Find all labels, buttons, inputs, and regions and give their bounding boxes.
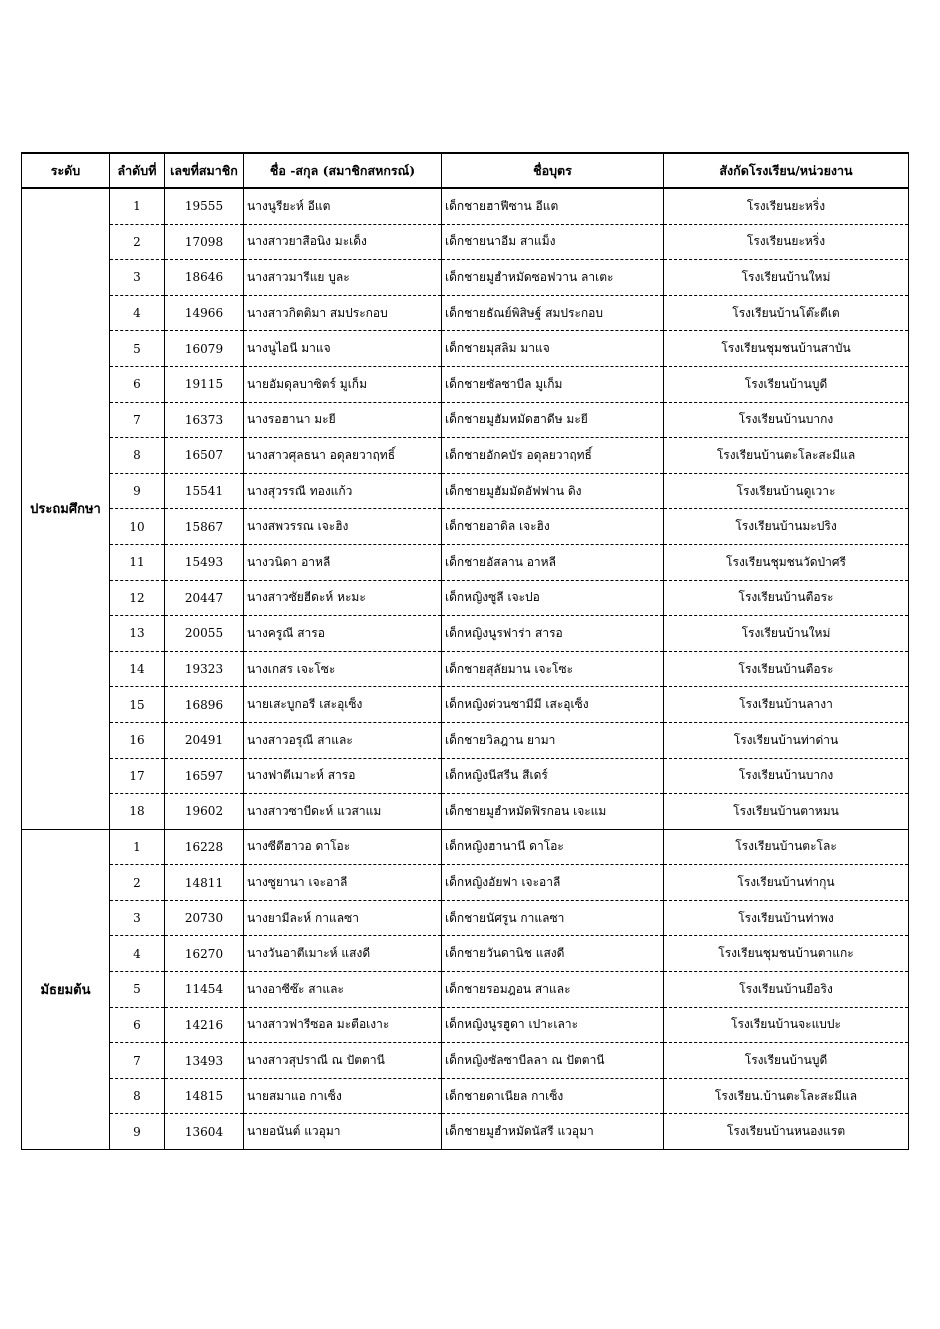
cell-school: โรงเรียนบ้านตะโละ: [664, 829, 909, 865]
cell-school: โรงเรียนบ้านตือระ: [664, 580, 909, 616]
table-row: [22, 544, 909, 580]
cell-order: 4: [110, 936, 165, 972]
cell-child-name: เด็กชายมูฮัมหมัดฮาดีษ มะยี: [442, 402, 664, 438]
cell-child-name: เด็กชายมูฮำหมัดซอฟวาน ลาเตะ: [442, 260, 664, 296]
cell-school: โรงเรียนชุมชนบ้านสาบัน: [664, 331, 909, 367]
cell-order: 6: [110, 366, 165, 402]
cell-order: 7: [110, 402, 165, 438]
cell-member-name: นางอาซีซ๊ะ สาและ: [244, 972, 442, 1008]
cell-school: โรงเรียน.บ้านตะโละสะมีแล: [664, 1078, 909, 1114]
cell-member-no: 15867: [165, 509, 244, 545]
cell-school: โรงเรียนบ้านบากง: [664, 402, 909, 438]
cell-member-name: นางเกสร เจะโซะ: [244, 651, 442, 687]
cell-member-name: นางสาวมารีแย บูละ: [244, 260, 442, 296]
cell-child-name: เด็กชายนาอีม สาแม็ง: [442, 224, 664, 260]
table-row: [22, 509, 909, 545]
cell-child-name: เด็กชายอักคบัร อดุลยวาฤทธิ์: [442, 438, 664, 474]
cell-school: โรงเรียนบ้านใหม่: [664, 616, 909, 652]
cell-child-name: เด็กหญิงซูลี เจะปอ: [442, 580, 664, 616]
cell-member-no: 14815: [165, 1078, 244, 1114]
cell-school: โรงเรียนยะหริ่ง: [664, 188, 909, 224]
cell-order: 2: [110, 865, 165, 901]
header-child-name: ชื่อบุตร: [442, 153, 664, 188]
table-row: [22, 1043, 909, 1079]
table-row: [22, 188, 909, 224]
cell-member-name: นางสาวยาสือนิง มะเด็ง: [244, 224, 442, 260]
table-row: [22, 1114, 909, 1150]
cell-order: 8: [110, 1078, 165, 1114]
cell-member-name: นางนูรียะห์ อีแต: [244, 188, 442, 224]
cell-member-no: 13493: [165, 1043, 244, 1079]
cell-member-no: 20447: [165, 580, 244, 616]
cell-school: โรงเรียนบ้านตือระ: [664, 651, 909, 687]
cell-member-no: 18646: [165, 260, 244, 296]
cell-member-no: 16896: [165, 687, 244, 723]
cell-member-no: 20730: [165, 900, 244, 936]
cell-member-no: 19115: [165, 366, 244, 402]
cell-child-name: เด็กชายซัลซาบีล มูเก็ม: [442, 366, 664, 402]
table-row: [22, 794, 909, 830]
cell-member-name: นางฟาตีเมาะห์ สารอ: [244, 758, 442, 794]
cell-school: โรงเรียนชุมชนวัดป่าศรี: [664, 544, 909, 580]
cell-member-name: นางสาวกิตติมา สมประกอบ: [244, 295, 442, 331]
cell-member-name: นางสาวศุลธนา อดุลยวาฤทธิ์: [244, 438, 442, 474]
cell-child-name: เด็กชายมุสลิม มาแจ: [442, 331, 664, 367]
cell-order: 5: [110, 331, 165, 367]
header-row: [22, 153, 909, 188]
cell-member-no: 19602: [165, 794, 244, 830]
cell-child-name: เด็กชายฮาฟีซาน อีแต: [442, 188, 664, 224]
cell-order: 14: [110, 651, 165, 687]
cell-member-no: 20491: [165, 722, 244, 758]
cell-member-no: 16079: [165, 331, 244, 367]
cell-child-name: เด็กชายสุลัยมาน เจะโซะ: [442, 651, 664, 687]
header-member-no: เลขที่สมาชิก: [165, 153, 244, 188]
cell-member-name: นางซูยานา เจะอาลี: [244, 865, 442, 901]
cell-member-no: 19323: [165, 651, 244, 687]
table-row: [22, 972, 909, 1008]
cell-order: 10: [110, 509, 165, 545]
cell-member-name: นายอนันต์ แวอุมา: [244, 1114, 442, 1150]
cell-order: 17: [110, 758, 165, 794]
table-row: [22, 651, 909, 687]
cell-school: โรงเรียนบ้านบากง: [664, 758, 909, 794]
cell-order: 7: [110, 1043, 165, 1079]
cell-school: โรงเรียนบ้านบูดี: [664, 1043, 909, 1079]
table-row: [22, 829, 909, 865]
cell-child-name: เด็กหญิงนีสรีน สีเดร์: [442, 758, 664, 794]
cell-member-no: 14216: [165, 1007, 244, 1043]
cell-member-no: 17098: [165, 224, 244, 260]
cell-child-name: เด็กชายนัศรูน กาแลซา: [442, 900, 664, 936]
cell-member-name: นายอัมดุลบาซิตร์ มูเก็ม: [244, 366, 442, 402]
cell-member-no: 16228: [165, 829, 244, 865]
cell-child-name: เด็กชายดาเนียล กาเซ็ง: [442, 1078, 664, 1114]
table-row: [22, 473, 909, 509]
cell-order: 2: [110, 224, 165, 260]
cell-child-name: เด็กหญิงนูรฮูดา เปาะเลาะ: [442, 1007, 664, 1043]
table-row: [22, 1007, 909, 1043]
table-row: [22, 331, 909, 367]
table-row: [22, 722, 909, 758]
cell-child-name: เด็กหญิงฮานานี ดาโอะ: [442, 829, 664, 865]
cell-member-no: 15493: [165, 544, 244, 580]
cell-member-name: นายสมาแอ กาเซ็ง: [244, 1078, 442, 1114]
cell-child-name: เด็กชายมูฮำหมัดฟิรกอน เจะแม: [442, 794, 664, 830]
table-row: [22, 402, 909, 438]
cell-order: 5: [110, 972, 165, 1008]
cell-member-no: 16270: [165, 936, 244, 972]
cell-school: โรงเรียนบ้านตาหมน: [664, 794, 909, 830]
table-row: [22, 900, 909, 936]
cell-member-no: 14811: [165, 865, 244, 901]
cell-school: โรงเรียนบ้านท่ากุน: [664, 865, 909, 901]
table-row: [22, 616, 909, 652]
level-cell: ประถมศึกษา: [22, 188, 110, 829]
cell-order: 6: [110, 1007, 165, 1043]
cell-child-name: เด็กหญิงด่วนซามีมี เสะอุเซ็ง: [442, 687, 664, 723]
cell-child-name: เด็กหญิงอัยฟา เจะอาลี: [442, 865, 664, 901]
cell-child-name: เด็กหญิงซัลซาบีลลา ณ ปัตตานี: [442, 1043, 664, 1079]
cell-child-name: เด็กชายอาดิล เจะฮิง: [442, 509, 664, 545]
cell-member-name: นางสพวรรณ เจะฮิง: [244, 509, 442, 545]
cell-order: 13: [110, 616, 165, 652]
cell-order: 4: [110, 295, 165, 331]
cell-school: โรงเรียนบ้านหนองแรต: [664, 1114, 909, 1150]
cell-order: 12: [110, 580, 165, 616]
level-cell: มัธยมต้น: [22, 829, 110, 1149]
cell-order: 16: [110, 722, 165, 758]
cell-child-name: เด็กชายมูฮำหมัดนัสรี แวอุมา: [442, 1114, 664, 1150]
cell-school: โรงเรียนบ้านตะโละสะมีแล: [664, 438, 909, 474]
cell-member-no: 16597: [165, 758, 244, 794]
cell-order: 8: [110, 438, 165, 474]
table-row: [22, 580, 909, 616]
table-row: [22, 366, 909, 402]
table-header: [22, 153, 909, 188]
table-row: [22, 438, 909, 474]
cell-order: 3: [110, 900, 165, 936]
cell-order: 15: [110, 687, 165, 723]
member-children-table: [21, 152, 909, 1150]
cell-member-name: นางสาวอรุณี สาและ: [244, 722, 442, 758]
cell-order: 1: [110, 188, 165, 224]
cell-member-no: 19555: [165, 188, 244, 224]
cell-order: 18: [110, 794, 165, 830]
cell-child-name: เด็กชายรอมฎอน สาและ: [442, 972, 664, 1008]
header-level: ระดับ: [22, 153, 110, 188]
cell-member-name: นางสาวซาบีดะห์ แวสาแม: [244, 794, 442, 830]
cell-member-name: นางวันอาตีเมาะห์ แสงดี: [244, 936, 442, 972]
cell-member-name: นางสุวรรณี ทองแก้ว: [244, 473, 442, 509]
header-order: ลำดับที่: [110, 153, 165, 188]
cell-order: 9: [110, 473, 165, 509]
cell-member-name: นางยามีละห์ กาแลซา: [244, 900, 442, 936]
cell-order: 1: [110, 829, 165, 865]
table-row: [22, 260, 909, 296]
cell-school: โรงเรียนบ้านบูดี: [664, 366, 909, 402]
header-school: สังกัดโรงเรียน/หน่วยงาน: [664, 153, 909, 188]
cell-child-name: เด็กชายอัสลาน อาหลี: [442, 544, 664, 580]
cell-member-no: 16373: [165, 402, 244, 438]
cell-school: โรงเรียนบ้านยือริง: [664, 972, 909, 1008]
cell-school: โรงเรียนบ้านใหม่: [664, 260, 909, 296]
header-member-name: ชื่อ -สกุล (สมาชิกสหกรณ์): [244, 153, 442, 188]
cell-child-name: เด็กหญิงนูรฟาร่า สารอ: [442, 616, 664, 652]
table-row: [22, 936, 909, 972]
cell-child-name: เด็กชายวันดานิช แสงดี: [442, 936, 664, 972]
cell-school: โรงเรียนบ้านจะแบปะ: [664, 1007, 909, 1043]
cell-order: 3: [110, 260, 165, 296]
cell-school: โรงเรียนยะหริ่ง: [664, 224, 909, 260]
cell-member-name: นางนูไอนี มาแจ: [244, 331, 442, 367]
cell-member-no: 11454: [165, 972, 244, 1008]
cell-member-name: นางสาวฟารีซอล มะตือเงาะ: [244, 1007, 442, 1043]
table-row: [22, 1078, 909, 1114]
cell-child-name: เด็กชายมูฮัมมัดอัฟฟาน ดิง: [442, 473, 664, 509]
cell-member-no: 16507: [165, 438, 244, 474]
cell-member-name: นางครูณี สารอ: [244, 616, 442, 652]
cell-member-no: 20055: [165, 616, 244, 652]
table-row: [22, 865, 909, 901]
cell-member-no: 14966: [165, 295, 244, 331]
cell-member-no: 13604: [165, 1114, 244, 1150]
cell-school: โรงเรียนบ้านลางา: [664, 687, 909, 723]
cell-member-name: นางรอฮานา มะยี: [244, 402, 442, 438]
cell-school: โรงเรียนบ้านมะปริง: [664, 509, 909, 545]
table-row: [22, 687, 909, 723]
table-row: [22, 295, 909, 331]
cell-member-name: นางสาวสุปราณี ณ ปัตตานี: [244, 1043, 442, 1079]
table-row: [22, 758, 909, 794]
cell-school: โรงเรียนบ้านท่าด่าน: [664, 722, 909, 758]
cell-member-name: นางสาวซัยฮีดะห์ หะมะ: [244, 580, 442, 616]
cell-member-name: นางวนิดา อาหลี: [244, 544, 442, 580]
cell-school: โรงเรียนบ้านท่าพง: [664, 900, 909, 936]
cell-member-name: นายเสะบูกอรี เสะอุเซ็ง: [244, 687, 442, 723]
cell-school: โรงเรียนบ้านดูเวาะ: [664, 473, 909, 509]
cell-child-name: เด็กชายธัณย์พิสิษฐ์ สมประกอบ: [442, 295, 664, 331]
cell-member-name: นางซีตีฮาวอ ดาโอะ: [244, 829, 442, 865]
cell-school: โรงเรียนบ้านโต๊ะตีเต: [664, 295, 909, 331]
cell-member-no: 15541: [165, 473, 244, 509]
table-row: [22, 224, 909, 260]
cell-school: โรงเรียนชุมชนบ้านตาแกะ: [664, 936, 909, 972]
cell-order: 11: [110, 544, 165, 580]
table-body: [22, 188, 909, 1150]
cell-child-name: เด็กชายวิลฎาน ยามา: [442, 722, 664, 758]
cell-order: 9: [110, 1114, 165, 1150]
